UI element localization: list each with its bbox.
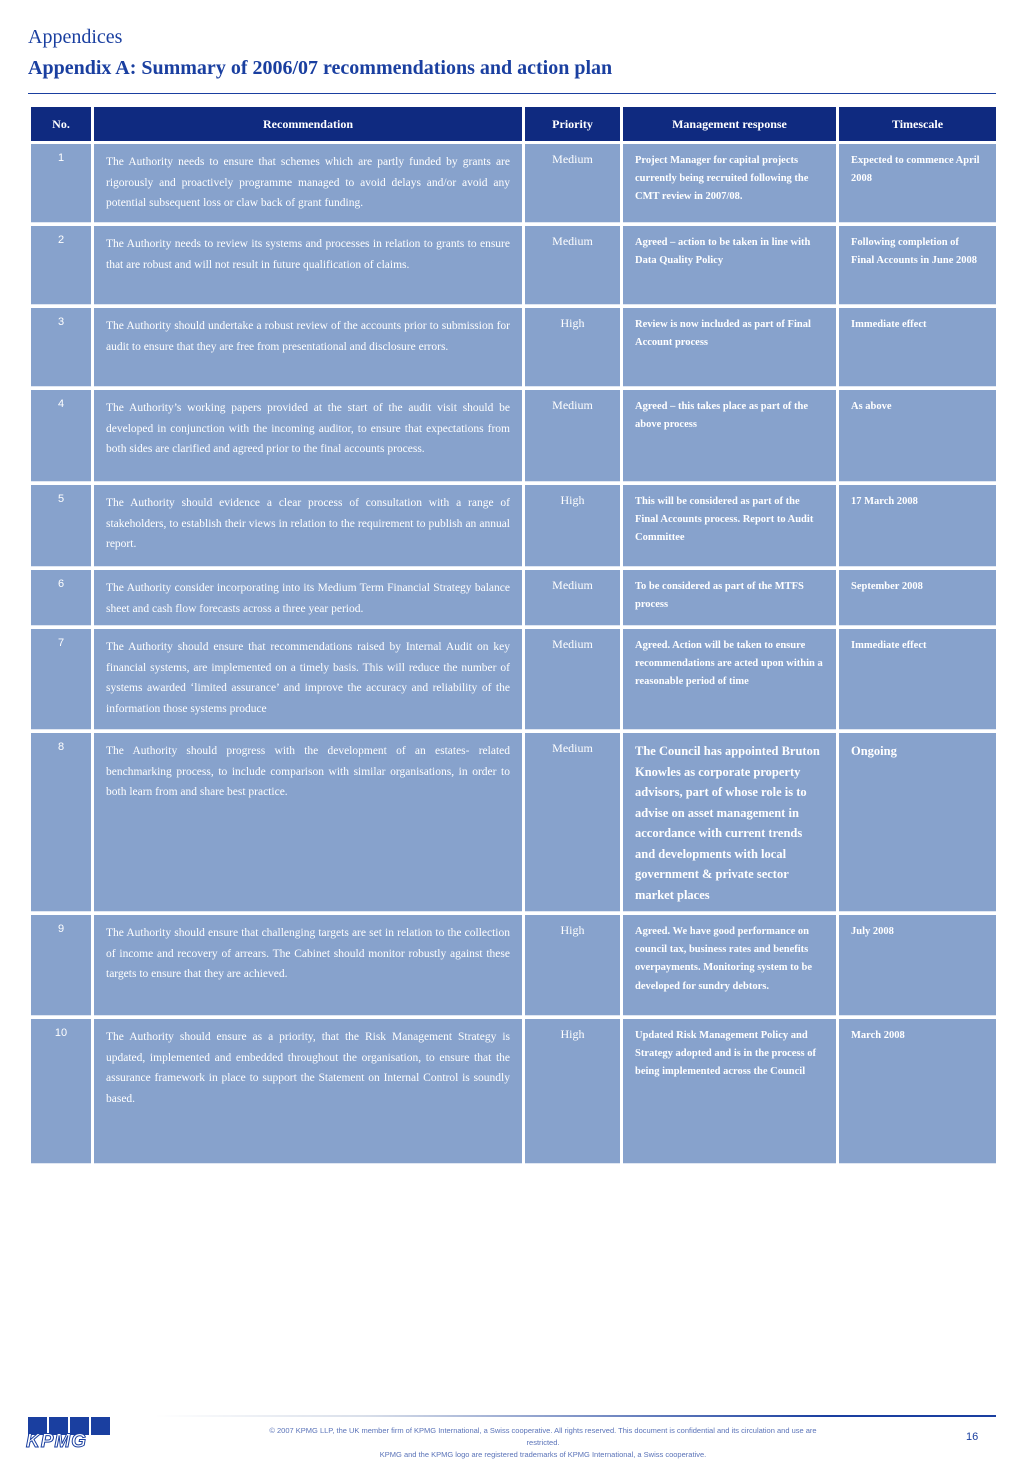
table-row bbox=[31, 570, 996, 626]
timescale-value: Immediate effect bbox=[839, 629, 996, 730]
footer-legal-text bbox=[258, 1425, 828, 1461]
row-number: 4 bbox=[31, 390, 91, 482]
recommendation-text: The Authority needs to review its systems and processes in relation to grants to ensure that are robust and will not result in future qualification of claims. bbox=[94, 226, 522, 305]
priority-value: High bbox=[525, 915, 620, 1016]
priority-value: Medium bbox=[525, 226, 620, 305]
section-title: Appendices bbox=[28, 26, 123, 48]
table-row bbox=[31, 629, 996, 730]
management-response-text: Agreed. Action will be taken to ensure recommendations are acted upon within a reasonable period of time bbox=[623, 629, 836, 730]
table-header-row bbox=[31, 107, 996, 141]
priority-value: Medium bbox=[525, 570, 620, 626]
management-response-text: Project Manager for capital projects currently being recruited following the CMT review in 2007/08. bbox=[623, 144, 836, 223]
row-number: 5 bbox=[31, 485, 91, 567]
management-response-text: The Council has appointed Bruton Knowles as corporate property advisors, part of whose role is to advise on asset management in accordance with current trends and developments with local government & private sector market places bbox=[623, 733, 836, 912]
footer-divider bbox=[155, 1415, 996, 1417]
priority-value: High bbox=[525, 1019, 620, 1164]
management-response-text: Review is now included as part of Final Account process bbox=[623, 308, 836, 387]
table-row bbox=[31, 485, 996, 567]
management-response-text: This will be considered as part of the Final Accounts process. Report to Audit Committee bbox=[623, 485, 836, 567]
column-header-priority: Priority bbox=[525, 107, 620, 141]
recommendations-table bbox=[28, 104, 999, 1167]
table-row bbox=[31, 1019, 996, 1164]
column-header-timescale: Timescale bbox=[839, 107, 996, 141]
kpmg-logo bbox=[26, 1417, 112, 1452]
timescale-value: Immediate effect bbox=[839, 308, 996, 387]
management-response-text: Updated Risk Management Policy and Strategy adopted and is in the process of being implemented across the Council bbox=[623, 1019, 836, 1164]
recommendation-text: The Authority should ensure that challenging targets are set in relation to the collection of income and recovery of arrears. The Cabinet should monitor robustly against these targets to ensure that they are achieved. bbox=[94, 915, 522, 1016]
row-number: 6 bbox=[31, 570, 91, 626]
table-row bbox=[31, 915, 996, 1016]
table-row bbox=[31, 226, 996, 305]
row-number: 2 bbox=[31, 226, 91, 305]
timescale-value: Ongoing bbox=[839, 733, 996, 912]
timescale-value: Following completion of Final Accounts in June 2008 bbox=[839, 226, 996, 305]
timescale-value: July 2008 bbox=[839, 915, 996, 1016]
row-number: 8 bbox=[31, 733, 91, 912]
copyright-notice: © 2007 KPMG LLP, the UK member firm of KPMG International, a Swiss cooperative. All rights reserved. This document is confidential and its circulation and use are restricted. bbox=[269, 1426, 817, 1447]
priority-value: High bbox=[525, 308, 620, 387]
recommendation-text: The Authority should ensure as a priority, that the Risk Management Strategy is updated, implemented and embedded throughout the organisation, to ensure that the assurance framework in place to support the Statement on Internal Control is soundly based. bbox=[94, 1019, 522, 1164]
table-row bbox=[31, 144, 996, 223]
column-header-management-response: Management response bbox=[623, 107, 836, 141]
table-row bbox=[31, 390, 996, 482]
recommendation-text: The Authority needs to ensure that schemes which are partly funded by grants are rigorously and proactively programme managed to avoid delays and/or avoid any potential subsequent loss or claw back of grant funding. bbox=[94, 144, 522, 223]
title-divider bbox=[28, 93, 996, 94]
page-number: 16 bbox=[966, 1431, 979, 1443]
row-number: 7 bbox=[31, 629, 91, 730]
recommendation-text: The Authority should progress with the development of an estates- related benchmarking process, to include comparison with similar organisations, in order to both learn from and share best practice. bbox=[94, 733, 522, 912]
row-number: 1 bbox=[31, 144, 91, 223]
management-response-text: To be considered as part of the MTFS process bbox=[623, 570, 836, 626]
recommendation-text: The Authority should evidence a clear process of consultation with a range of stakeholders, to establish their views in relation to the requirement to publish an annual report. bbox=[94, 485, 522, 567]
row-number: 9 bbox=[31, 915, 91, 1016]
timescale-value: March 2008 bbox=[839, 1019, 996, 1164]
row-number: 3 bbox=[31, 308, 91, 387]
management-response-text: Agreed – action to be taken in line with Data Quality Policy bbox=[623, 226, 836, 305]
management-response-text: Agreed – this takes place as part of the above process bbox=[623, 390, 836, 482]
column-header-no: No. bbox=[31, 107, 91, 141]
recommendation-text: The Authority consider incorporating into its Medium Term Financial Strategy balance sheet and cash flow forecasts across a three year period. bbox=[94, 570, 522, 626]
priority-value: Medium bbox=[525, 629, 620, 730]
recommendation-text: The Authority should undertake a robust review of the accounts prior to submission for audit to ensure that they are free from presentational and disclosure errors. bbox=[94, 308, 522, 387]
priority-value: Medium bbox=[525, 390, 620, 482]
column-header-recommendation: Recommendation bbox=[94, 107, 522, 141]
priority-value: Medium bbox=[525, 733, 620, 912]
page-title: Appendix A: Summary of 2006/07 recommendations and action plan bbox=[28, 57, 613, 79]
row-number: 10 bbox=[31, 1019, 91, 1164]
logo-wordmark: KPMG bbox=[26, 1431, 87, 1452]
timescale-value: 17 March 2008 bbox=[839, 485, 996, 567]
priority-value: Medium bbox=[525, 144, 620, 223]
timescale-value: September 2008 bbox=[839, 570, 996, 626]
priority-value: High bbox=[525, 485, 620, 567]
recommendation-text: The Authority should ensure that recommendations raised by Internal Audit on key financial systems, are implemented on a timely basis. This will reduce the number of systems awarded ‘limited assurance’ and improve the accuracy and reliability of the information those systems produce bbox=[94, 629, 522, 730]
recommendation-text: The Authority’s working papers provided at the start of the audit visit should be developed in conjunction with the incoming auditor, to ensure that expectations from both sides are clarified and agreed prior to the final accounts process. bbox=[94, 390, 522, 482]
timescale-value: As above bbox=[839, 390, 996, 482]
table-row bbox=[31, 733, 996, 912]
table-row bbox=[31, 308, 996, 387]
trademark-notice: KPMG and the KPMG logo are registered trademarks of KPMG International, a Swiss cooperative. bbox=[379, 1450, 707, 1459]
timescale-value: Expected to commence April 2008 bbox=[839, 144, 996, 223]
management-response-text: Agreed. We have good performance on council tax, business rates and benefits overpayments. Monitoring system to be developed for sundry debtors. bbox=[623, 915, 836, 1016]
